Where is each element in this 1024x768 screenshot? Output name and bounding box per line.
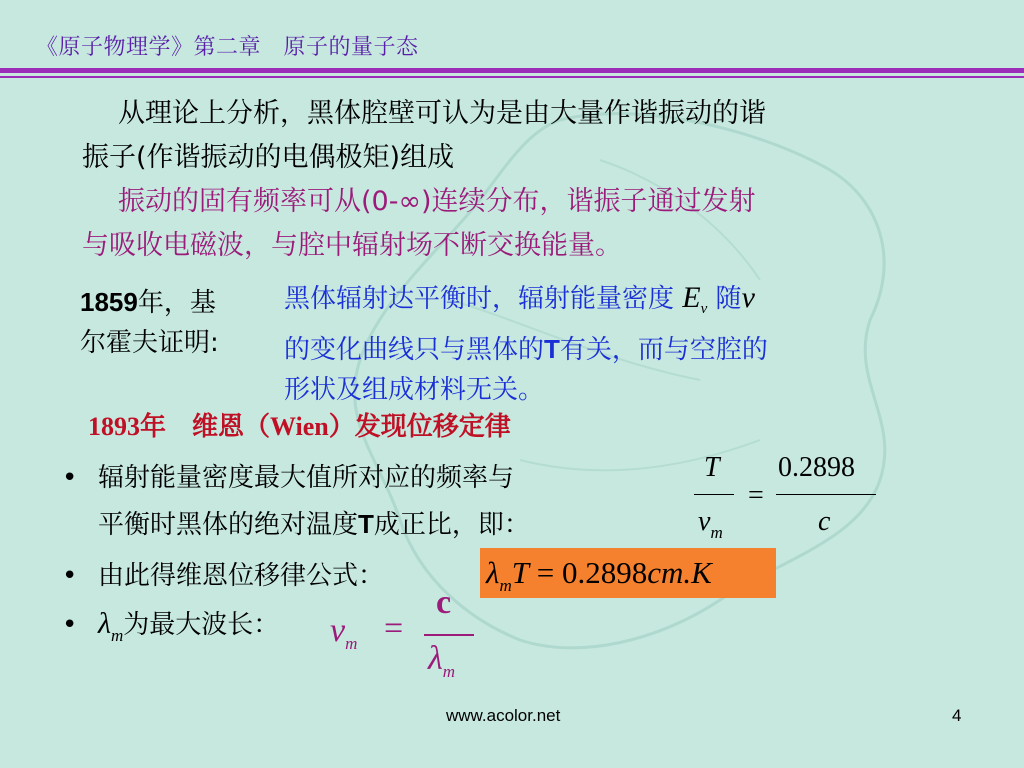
- wien-lambda-sub: m: [499, 576, 512, 595]
- wien-T: T: [511, 555, 529, 590]
- energy-density-symbol: $E_\nu$: [682, 281, 708, 317]
- ratio-equals: =: [748, 480, 764, 511]
- bullet-proportional: [62, 458, 514, 498]
- kirchhoff-statement-2b: 有关，而与空腔的: [559, 335, 768, 365]
- ratio-bar-right: [776, 494, 876, 495]
- freq-nu-m: $\nu_m$: [330, 612, 358, 653]
- slide-header-title: 《原子物理学》第二章 原子的量子态: [36, 35, 419, 60]
- freq-fraction-bar: [424, 634, 474, 636]
- kirchhoff-statement: [284, 278, 964, 410]
- ratio-bar-left: [694, 494, 734, 495]
- frequency-symbol: ν: [741, 281, 755, 314]
- temperature-symbol: T: [544, 334, 560, 364]
- paragraph-oscillation: [82, 180, 962, 268]
- kirchhoff-statement-3: 形状及组成材料无关。: [284, 375, 545, 405]
- ratio-den-nu: $\nu_m$: [698, 506, 723, 542]
- bullet-proportional-line1: 辐射能量密度最大值所对应的频率与: [98, 463, 515, 493]
- header-rule-thin: [0, 76, 1024, 78]
- paragraph-oscillation-line1: 振动的固有频率可从(0-∞)连续分布，谐振子通过发射: [118, 186, 756, 217]
- footer-url: www.acolor.net: [446, 706, 561, 725]
- wien-lambda: λ: [486, 555, 500, 590]
- bullet-proportional-cont: [98, 504, 530, 545]
- kirchhoff-line2: 尔霍夫证明:: [80, 328, 219, 358]
- paragraph-theory-line2: 振子(作谐振动的电偶极矩)组成: [82, 142, 455, 173]
- bullet-marker: •: [62, 610, 78, 640]
- bullet-proportional-line2a: 平衡时黑体的绝对温度: [98, 510, 359, 540]
- wien-formula-box: [480, 548, 776, 598]
- bullet-lambda-text: 为最大波长：: [123, 610, 280, 640]
- header-rule-thick: [0, 68, 1024, 73]
- bullet-marker: •: [62, 561, 78, 591]
- bullet-wien-law-text: 由此得维恩位移律公式：: [98, 561, 385, 591]
- ratio-num-value: 0.2898: [778, 452, 855, 483]
- ratio-den-c: c: [818, 506, 831, 537]
- kirchhoff-statement-1b: 随: [715, 284, 742, 314]
- paragraph-theory: [82, 92, 962, 180]
- frequency-formula: [330, 584, 490, 698]
- wien-heading: 1893年 维恩（Wien）发现位移定律: [88, 412, 511, 441]
- freq-equals: =: [384, 610, 404, 647]
- bullet-proportional-line2b: 成正比，即：: [373, 510, 530, 540]
- freq-den-lambda: $\lambda_m$: [428, 640, 456, 681]
- kirchhoff-statement-2a: 的变化曲线只与黑体的: [284, 335, 545, 365]
- wien-value: 0.2898: [561, 555, 648, 590]
- paragraph-oscillation-line2: 与吸收电磁波，与腔中辐射场不断交换能量。: [82, 230, 622, 261]
- bullet-lambda-max: [62, 604, 279, 656]
- page-number: 4: [952, 706, 962, 725]
- kirchhoff-statement-1a: 黑体辐射达平衡时，辐射能量密度: [284, 284, 675, 314]
- bullet-marker: •: [62, 463, 78, 493]
- kirchhoff-year: 1859: [80, 287, 138, 317]
- bullet-T-symbol: T: [358, 509, 374, 539]
- freq-num-c: c: [436, 584, 452, 621]
- lambda-m-symbol: $\lambda_m$: [98, 607, 124, 645]
- kirchhoff-attribution: [80, 282, 280, 363]
- paragraph-theory-line1: 从理论上分析，黑体腔壁可认为是由大量作谐振动的谐: [118, 98, 766, 129]
- kirchhoff-year-suffix: 年，基: [137, 288, 216, 318]
- ratio-formula: [688, 452, 888, 542]
- ratio-num-T: T: [704, 452, 720, 483]
- wien-unit: cm.K: [647, 555, 712, 590]
- wien-equals: =: [528, 555, 562, 590]
